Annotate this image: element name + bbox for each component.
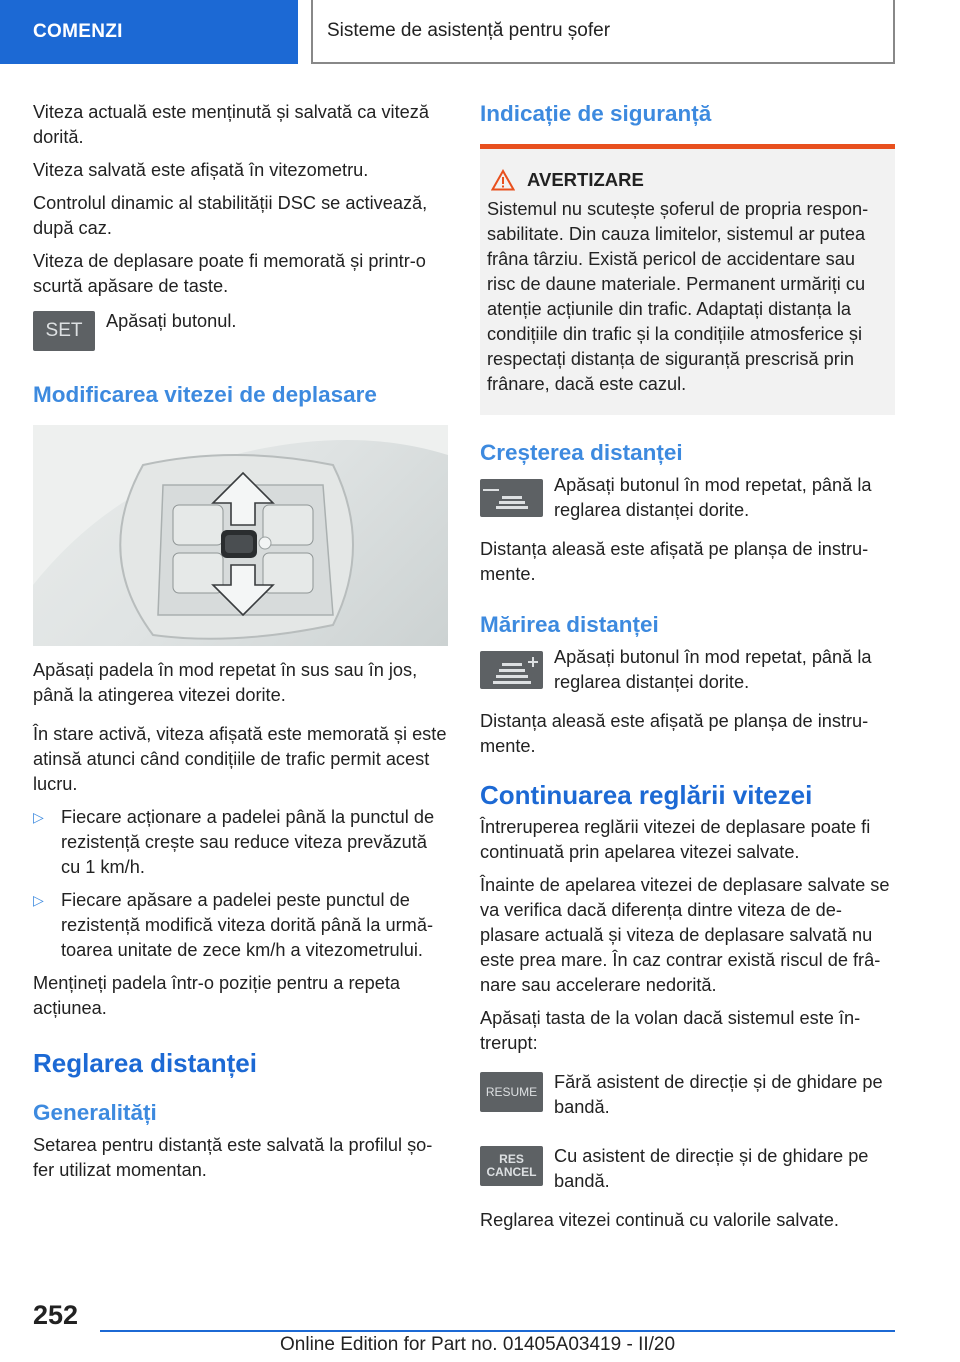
edition-text: Online Edition for Part no. 01405A03419 - II/20 <box>280 1334 676 1355</box>
left-column <box>33 100 448 1191</box>
heading-generalitati: Generalități <box>33 1100 157 1125</box>
section-tab[interactable]: COMENZI <box>0 0 298 64</box>
triangle-bullet-icon: ▷ <box>33 892 44 908</box>
set-button-instruction: Apăsați butonul. <box>106 311 237 331</box>
warning-box <box>480 144 895 415</box>
list-item: ▷ Fiecare apăsare a padelei peste punctul de rezistență modifică viteza dorită până la urmă-toarea unitate de zece km/h a vitezometrului. <box>33 890 434 960</box>
heading-modificarea: Modificarea vitezei de deplasare <box>33 382 377 407</box>
heading-marirea: Mărirea distanței <box>480 612 659 637</box>
list-item: ▷ Fiecare acționare a padelei până la punctul de rezistență crește sau reduce viteza prevăzută cu 1 km/h. <box>33 807 435 877</box>
set-button-icon: SET <box>33 311 95 351</box>
page-number: 252 <box>33 1300 79 1330</box>
paragraph: Distanța aleasă este afișată pe planșa de instru-mente. <box>480 539 869 584</box>
distance-plus-button-icon <box>480 651 543 689</box>
paragraph: Reglarea vitezei continuă cu valorile salvate. <box>480 1210 839 1230</box>
paragraph: Înainte de apelarea vitezei de deplasare salvate se va verifica dacă diferența dintre viteza de de-plasare actuală și viteza de deplasare salvată nu este prea mare. În caz contrar există riscul de frâ-nare sau accelerare nedorită. <box>480 875 890 995</box>
paragraph: Controlul dinamic al stabilității DSC se activează, după caz. <box>33 193 428 238</box>
paragraph: Mențineți padela într-o poziție pentru a repeta acțiunea. <box>33 973 401 1018</box>
rescancel-button-icon: RES CANCEL <box>480 1146 543 1186</box>
right-column <box>480 100 895 1241</box>
button-instruction: Apăsați butonul în mod repetat, până la reglarea distanței dorite. <box>554 647 872 692</box>
distance-plus-icon <box>480 651 543 689</box>
page-header <box>0 0 960 66</box>
rescancel-row <box>480 1144 895 1194</box>
paragraph: Viteza de deplasare poate fi memorată și printr-o scurtă apăsare de taste. <box>33 251 426 296</box>
distance-button-icon <box>480 479 543 517</box>
triangle-bullet-icon: ▷ <box>33 809 44 825</box>
distance-decrease-row <box>480 473 895 523</box>
warning-triangle-icon <box>491 169 515 191</box>
bullet-list <box>33 805 448 963</box>
paragraph: În stare activă, viteza afișată este memorată și este atinsă atunci când condițiile de trafic permit acest lucru. <box>33 724 447 794</box>
paragraph: Apăsați tasta de la volan dacă sistemul este în-trerupt: <box>480 1008 861 1053</box>
button-instruction: Apăsați butonul în mod repetat, până la reglarea distanței dorite. <box>554 475 872 520</box>
steering-wheel-photo <box>33 425 448 646</box>
rescancel-instruction: Cu asistent de direcție și de ghidare pe bandă. <box>554 1146 869 1191</box>
warning-header: AVERTIZARE <box>487 169 888 191</box>
heading-reglarea: Reglarea distanței <box>33 1048 257 1078</box>
paragraph: Viteza actuală este menținută și salvată ca viteză dorită. <box>33 102 429 147</box>
steering-wheel-illustration <box>33 425 448 646</box>
paragraph: Distanța aleasă este afișată pe planșa de instru-mente. <box>480 711 869 756</box>
heading-cresterea: Creșterea distanței <box>480 440 683 465</box>
resume-instruction: Fără asistent de direcție și de ghidare pe bandă. <box>554 1072 883 1117</box>
paragraph: Întreruperea reglării vitezei de deplasare poate fi continuată prin apelarea vitezei salvate. <box>480 817 871 862</box>
resume-button-icon: RESUME <box>480 1072 543 1112</box>
resume-row <box>480 1070 895 1120</box>
heading-continuarea: Continuarea reglării vitezei <box>480 780 813 810</box>
chapter-title: Sisteme de asistență pentru șofer <box>311 0 895 64</box>
paragraph: Setarea pentru distanță este salvată la profilul șo-fer utilizat momentan. <box>33 1135 433 1180</box>
paragraph: Apăsați padela în mod repetat în sus sau în jos, până la atingerea vitezei dorite. <box>33 660 418 705</box>
set-button-row <box>33 309 448 351</box>
distance-bars-icon <box>480 479 543 517</box>
heading-indicatie: Indicație de siguranță <box>480 101 712 126</box>
paragraph: Viteza salvată este afișată în vitezometru. <box>33 160 369 180</box>
distance-increase-row <box>480 645 895 695</box>
warning-text: Sistemul nu scutește șoferul de propria respon-sabilitate. Din cauza limitelor, sistemul ar putea frâna târziu. Există pericol de accidentare sau risc de daune materiale. Permanent urmăriți cu atenție acțiunile din trafic. Adaptați distanța la condițiile din trafic și la condițiile atmosferice și respectați distanța de siguranță prescrisă prin frânare, dacă este cazul. <box>487 199 869 394</box>
